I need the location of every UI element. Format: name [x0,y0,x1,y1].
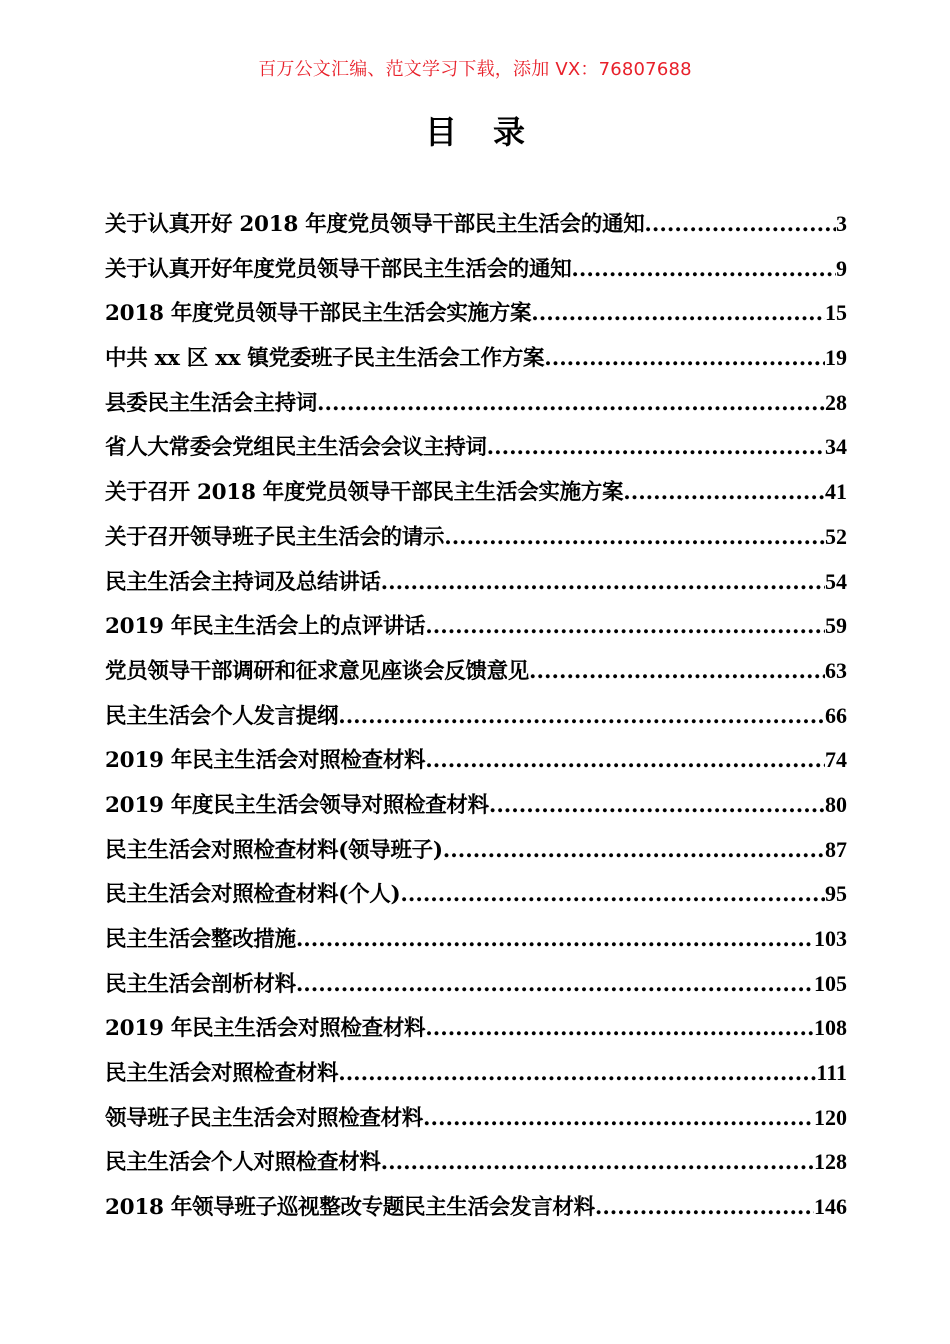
toc-entry-title[interactable]: 中共 xx 区 xx 镇党委班子民主生活会工作方案 [105,346,545,372]
toc-dot-leader [400,873,825,917]
toc-entry-title[interactable]: 民主生活会对照检查材料 [105,1061,339,1087]
toc-entry-title[interactable]: 2018 年领导班子巡视整改专题民主生活会发言材料 [105,1195,595,1221]
toc-entry-page-number[interactable]: 146 [814,1194,847,1220]
toc-entry-title[interactable]: 领导班子民主生活会对照检查材料 [105,1105,424,1131]
toc-title: 目录 [424,113,561,151]
toc-entry[interactable] [105,694,847,739]
toc-entry-title[interactable]: 民主生活会主持词及总结讲话 [105,569,381,595]
toc-dot-leader [489,784,825,828]
toc-entry-page-number[interactable]: 52 [825,523,847,549]
toc-entry-title[interactable]: 民主生活会个人对照检查材料 [105,1150,381,1176]
toc-entry[interactable] [105,962,847,1007]
toc-entry-page-number[interactable]: 108 [814,1015,847,1041]
toc-entry-title[interactable]: 关于认真开好 2018 年度党员领导干部民主生活会的通知 [105,212,645,237]
toc-entry-page-number[interactable]: 34 [825,434,847,460]
toc-dot-leader [381,561,825,605]
toc-entry[interactable] [105,202,847,247]
toc-entry-page-number[interactable]: 9 [836,255,847,281]
toc-entry-title[interactable]: 省人大常委会党组民主生活会会议主持词 [105,435,487,461]
toc-entry-title[interactable]: 关于召开 2018 年度党员领导干部民主生活会实施方案 [105,480,624,506]
toc-entry[interactable] [105,783,847,828]
toc-entry-page-number[interactable]: 59 [825,613,847,639]
toc-entry-page-number[interactable]: 80 [825,791,847,817]
toc-dot-leader [425,1007,814,1051]
toc-dot-leader [425,739,825,783]
toc-entry-title[interactable]: 2019 年度民主生活会领导对照检查材料 [105,792,489,818]
toc-entry[interactable] [105,336,847,381]
toc-entry-title[interactable]: 关于召开领导班子民主生活会的请示 [105,524,445,550]
toc-entry-title[interactable]: 2019 年民主生活会对照检查材料 [105,1016,426,1042]
toc-entry[interactable] [105,515,847,560]
toc-entry-page-number[interactable]: 28 [825,389,847,415]
toc-dot-leader [644,203,836,247]
toc-entry-title[interactable]: 民主生活会剖析材料 [105,971,296,997]
toc-entry-title[interactable]: 民主生活会对照检查材料(领导班子) [105,837,443,863]
toc-entry[interactable] [105,560,847,605]
toc-entry-page-number[interactable]: 128 [814,1149,847,1175]
toc-dot-leader [487,426,825,470]
toc-entry-title[interactable]: 关于认真开好年度党员领导干部民主生活会的通知 [105,256,572,282]
toc-dot-leader [529,650,825,694]
toc-entry[interactable] [105,828,847,873]
toc-entry-page-number[interactable]: 74 [825,747,847,773]
toc-dot-leader [444,516,825,560]
toc-dot-leader [595,1186,814,1230]
toc-entry-page-number[interactable]: 41 [825,479,847,505]
header-watermark-note: 百万公文汇编、范文学习下载，添加 VX：76807688 [258,59,692,80]
toc-entry[interactable] [105,872,847,917]
toc-dot-leader [443,829,825,873]
toc-entry-title[interactable]: 2018 年度党员领导干部民主生活会实施方案 [105,301,532,327]
toc-entry[interactable] [105,604,847,649]
toc-dot-leader [423,1097,814,1141]
toc-entry-page-number[interactable]: 19 [825,345,847,371]
toc-list [105,202,847,1230]
toc-entry-page-number[interactable]: 15 [825,300,847,326]
toc-dot-leader [381,1141,814,1185]
toc-entry-title[interactable]: 民主生活会个人发言提纲 [105,703,339,729]
toc-entry[interactable] [105,1051,847,1096]
toc-dot-leader [531,292,825,336]
toc-entry[interactable] [105,247,847,292]
toc-entry[interactable] [105,738,847,783]
toc-entry-page-number[interactable]: 63 [825,657,847,683]
toc-entry-title[interactable]: 2019 年民主生活会上的点评讲话 [105,614,426,640]
toc-dot-leader [338,695,825,739]
toc-entry-title[interactable]: 县委民主生活会主持词 [105,390,318,416]
toc-entry-title[interactable]: 民主生活会整改措施 [105,927,296,952]
toc-dot-leader [338,1052,816,1096]
toc-entry-page-number[interactable]: 103 [814,926,847,951]
toc-entry[interactable] [105,1185,847,1230]
toc-entry-page-number[interactable]: 54 [825,568,847,594]
toc-entry-page-number[interactable]: 95 [825,881,847,907]
toc-dot-leader [317,382,825,426]
toc-entry-title[interactable]: 2019 年民主生活会对照检查材料 [105,748,426,774]
toc-entry-page-number[interactable]: 3 [836,211,847,236]
toc-entry[interactable] [105,649,847,694]
toc-dot-leader [425,605,825,649]
toc-dot-leader [623,471,825,515]
toc-entry[interactable] [105,291,847,336]
toc-entry[interactable] [105,1006,847,1051]
toc-entry-page-number[interactable]: 66 [825,702,847,728]
toc-entry[interactable] [105,470,847,515]
toc-dot-leader [544,337,825,381]
toc-dot-leader [571,248,836,292]
toc-entry-title[interactable]: 党员领导干部调研和征求意见座谈会反馈意见 [105,658,530,684]
toc-entry[interactable] [105,1096,847,1141]
toc-entry-page-number[interactable]: 111 [816,1060,847,1086]
toc-dot-leader [296,918,814,962]
toc-entry[interactable] [105,425,847,470]
toc-entry-title[interactable]: 民主生活会对照检查材料(个人) [105,882,401,908]
toc-entry-page-number[interactable]: 105 [814,970,847,996]
toc-entry[interactable] [105,1140,847,1185]
toc-entry[interactable] [105,381,847,426]
toc-entry-page-number[interactable]: 87 [825,836,847,862]
toc-dot-leader [296,963,814,1007]
toc-entry-page-number[interactable]: 120 [814,1104,847,1130]
toc-entry[interactable] [105,917,847,962]
